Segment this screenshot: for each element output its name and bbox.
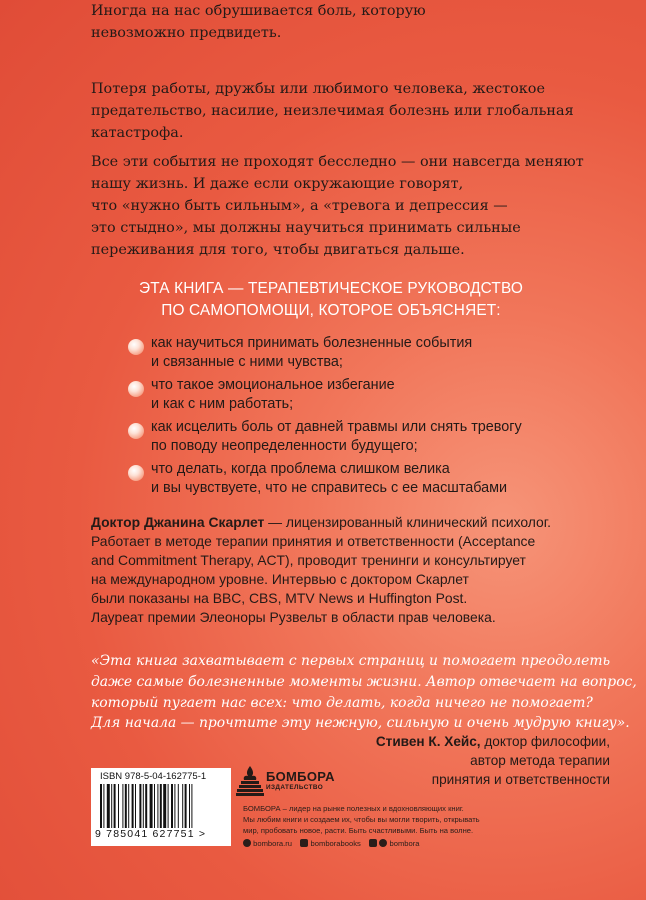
heading-line: ПО САМОПОМОЩИ, КОТОРОЕ ОБЪЯСНЯЕТ: [161, 302, 501, 319]
bullet-list [124, 334, 584, 502]
website-link[interactable]: bombora.ru [253, 838, 292, 848]
intro-paragraph-1 [91, 0, 426, 44]
intro-line: Иногда на нас обрушивается боль, которую [91, 3, 426, 19]
intro-line: невозможно предвидеть. [91, 25, 282, 41]
list-item [124, 334, 584, 376]
social-links [243, 838, 419, 848]
publisher-subtitle: ИЗДАТЕЛЬСТВО [266, 784, 324, 791]
bullet-text [151, 418, 522, 456]
publisher-desc-line: Мы любим книги и создаем их, чтобы вы могли творить, открывать [243, 815, 480, 824]
attribution-text: доктор философии, [480, 734, 610, 749]
bullet-line: по поводу неопределенности будущего; [151, 438, 418, 454]
bio-line: были показаны на BBC, CBS, MTV News и Huffington Post. [91, 590, 468, 607]
barcode [100, 784, 222, 828]
intro-paragraph-3 [91, 151, 586, 261]
bio-line: and Commitment Therapy, ACT), проводит тренинги и консультирует [91, 552, 526, 569]
quote-line: Для начала — прочтите эту нежную, сильную и очень мудрую книгу». [91, 715, 630, 732]
bio-text: — лицензированный клинический психолог. [264, 514, 552, 530]
telegram-icon [379, 839, 387, 847]
publisher-desc-line: мир, пробовать новое, расти. Быть счастливыми. Быть на волне. [243, 826, 474, 835]
bullet-text [151, 376, 395, 414]
bombora-logo-icon [236, 764, 264, 800]
vk-link[interactable]: bomborabooks [310, 838, 361, 848]
publisher-name: БОМБОРА [266, 769, 335, 784]
attribution-line: принятия и ответственности [431, 772, 610, 787]
bullet-line: как исцелить боль от давней травмы или снять тревогу [151, 419, 522, 435]
list-item [124, 460, 584, 502]
bullet-text [151, 334, 472, 372]
vk-icon [300, 839, 308, 847]
heading-line: ЭТА КНИГА — ТЕРАПЕВТИЧЕСКОЕ РУКОВОДСТВО [139, 280, 523, 297]
social-handle[interactable]: bombora [389, 838, 420, 848]
isbn-label: ISBN 978-5-04-162775-1 [100, 771, 207, 782]
testimonial-quote [91, 651, 637, 734]
list-item [124, 418, 584, 460]
intro-line: Потеря работы, дружбы или любимого человека, жестокое [91, 81, 545, 97]
intro-paragraph-2 [91, 78, 586, 144]
bullet-line: как научиться принимать болезненные события [151, 335, 473, 351]
bullet-dot-icon [128, 339, 144, 355]
intro-line: катастрофа. [91, 125, 184, 141]
attribution-name: Стивен К. Хейс, [375, 734, 481, 749]
intro-line: переживания для того, чтобы двигаться дальше. [91, 242, 465, 258]
intro-line: нашу жизнь. И даже если окружающие говорят, [91, 176, 464, 192]
attribution-line: автор метода терапии [470, 753, 610, 768]
bio-line: Работает в методе терапии принятия и ответственности (Acceptance [91, 533, 536, 550]
list-item [124, 376, 584, 418]
bio-line: Лауреат премии Элеоноры Рузвельт в области прав человека. [91, 609, 496, 626]
publisher-desc-line: БОМБОРА – лидер на рынке полезных и вдохновляющих книг. [243, 804, 464, 813]
bullet-line: что делать, когда проблема слишком велика [151, 461, 450, 477]
bullet-line: и как с ним работать; [151, 396, 294, 412]
isbn-digits: 9 785041 627751 > [95, 828, 207, 840]
publisher-description [243, 803, 573, 836]
intro-line: это стыдно», мы должны научиться принимать сильные [91, 220, 521, 236]
quote-line: который пугает нас всех: что делать, когда ничего не помогает? [91, 694, 593, 711]
intro-line: что «нужно быть сильным», а «тревога и депрессия — [91, 198, 508, 214]
section-heading [91, 278, 571, 322]
bio-line [91, 513, 596, 532]
bullet-line: и связанные с ними чувства; [151, 354, 343, 370]
isbn-barcode-box [91, 768, 231, 846]
author-bio [91, 513, 596, 628]
quote-attribution [376, 732, 610, 789]
bullet-dot-icon [128, 465, 144, 481]
bullet-line: и вы чувствуете, что не справитесь с ее масштабами [151, 480, 508, 496]
bullet-dot-icon [128, 423, 144, 439]
intro-line: Все эти события не проходят бесследно — они навсегда меняют [91, 154, 584, 170]
bio-line: на международном уровне. Интервью с доктором Скарлет [91, 571, 469, 588]
web-icon [243, 839, 251, 847]
quote-line: «Эта книга захватывает с первых страниц и помогает преодолеть [91, 653, 611, 669]
intro-line: предательство, насилие, неизлечимая болезнь или глобальная [91, 103, 574, 119]
youtube-icon [369, 839, 377, 847]
bullet-dot-icon [128, 381, 144, 397]
bullet-line: что такое эмоциональное избегание [151, 377, 395, 393]
quote-line: даже самые болезненные моменты жизни. Автор отвечает на вопрос, [91, 673, 637, 690]
attribution-line [376, 732, 610, 751]
author-name: Доктор Джанина Скарлет [91, 514, 265, 530]
bullet-text [151, 460, 507, 498]
